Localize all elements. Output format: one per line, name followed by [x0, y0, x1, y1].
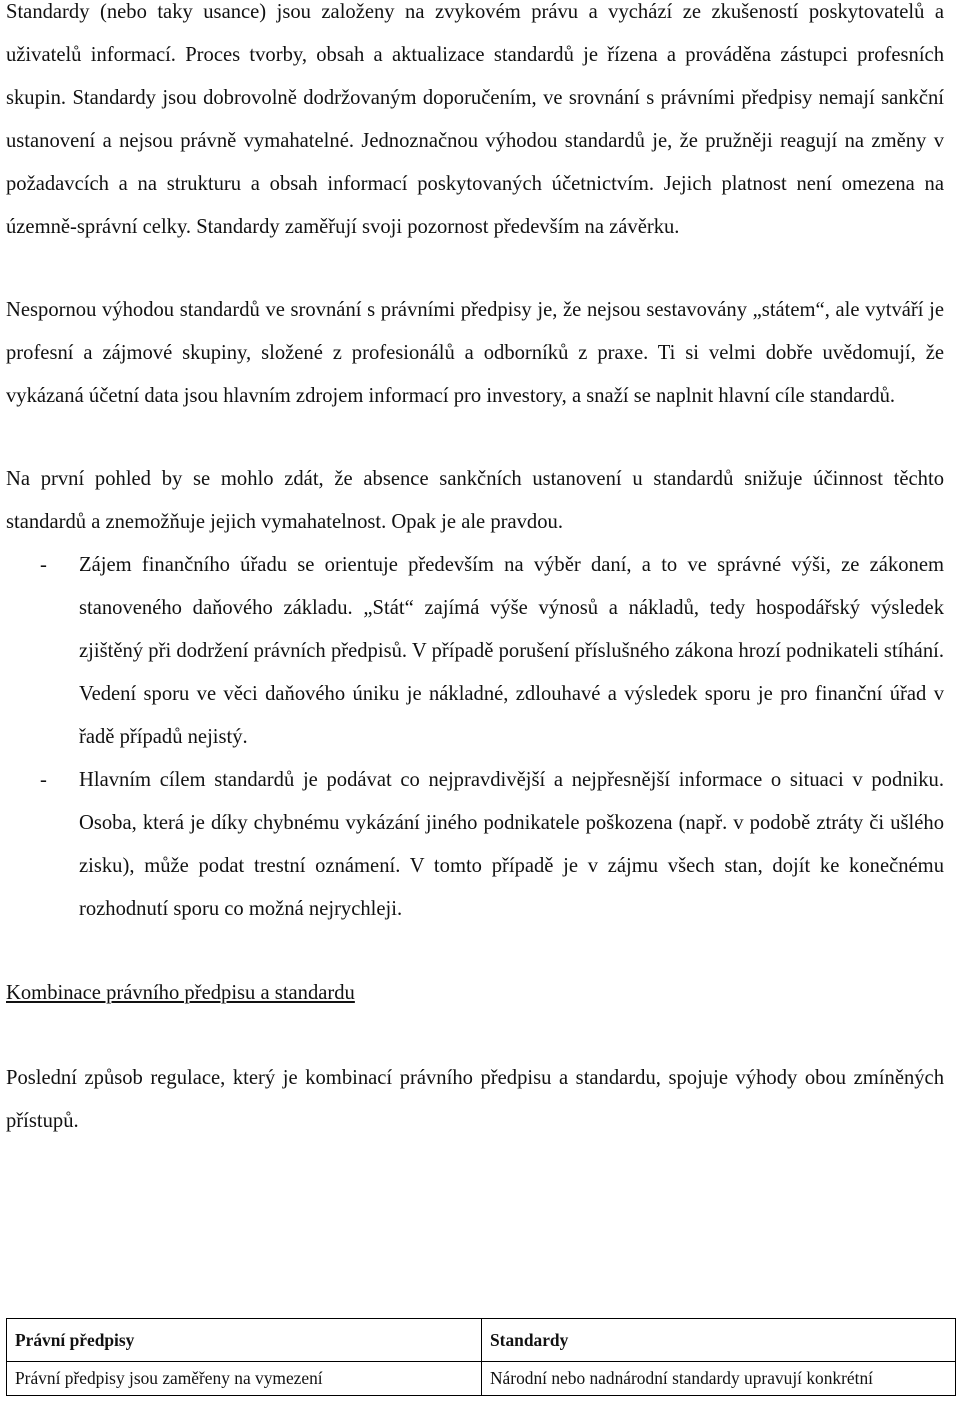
- paragraph-combination: Poslední způsob regulace, který je kombinací právního předpisu a standardu, spojuje výhody obou zmíněných přístupů.: [6, 1067, 944, 1132]
- paragraph-standards-intro: Standardy (nebo taky usance) jsou založeny na zvykovém právu a vychází ze zkušeností poskytovatelů a uživatelů informací. Proces tvorby, obsah a aktualizace standardů je řízena a prováděna zástupci profesních skupin. Standardy jsou dobrovolně dodržovaným doporučením, ve srovnání s právními předpisy nemají sankční ustanovení a nejsou právně vymahatelné. Jednoznačnou výhodou standardů je, že pružněji reagují na změny v požadavcích a na strukturu a obsah informací poskytovaných účetnictvím. Jejich platnost není omezena na územně-správní celky. Standardy zaměřují svoji pozornost především na závěrku.: [6, 1, 944, 238]
- table-row: [7, 1362, 956, 1396]
- section-heading: Kombinace právního předpisu a standardu: [6, 982, 355, 1004]
- table-cell: Národní nebo nadnárodní standardy upravují konkrétní: [482, 1362, 956, 1396]
- table-cell: Právní předpisy jsou zaměřeny na vymezení: [7, 1362, 482, 1396]
- document-page: [6, 0, 944, 1143]
- list-item: [6, 544, 944, 759]
- comparison-table: [6, 1318, 956, 1396]
- list-item: [6, 759, 944, 931]
- paragraph-sanctions: Na první pohled by se mohlo zdát, že absence sankčních ustanovení u standardů snižuje účinnost těchto standardů a znemožňuje jejich vymahatelnost. Opak je ale pravdou.: [6, 468, 944, 533]
- list-item-text: Hlavním cílem standardů je podávat co nejpravdivější a nejpřesnější informace o situaci v podniku. Osoba, která je díky chybnému vykázání jiného podnikatele poškozena (např. v podobě ztráty či ušlého zisku), může podat trestní oznámení. V tomto případě je v zájmu všech stan, dojít ke konečnému rozhodnutí sporu co možná nejrychleji.: [79, 769, 944, 920]
- dash-list: [6, 544, 944, 931]
- list-dash-marker: -: [40, 554, 47, 576]
- list-dash-marker: -: [40, 769, 47, 791]
- table-header-standards: Standardy: [482, 1319, 956, 1362]
- table-header-legal: Právní předpisy: [7, 1319, 482, 1362]
- table-header-row: [7, 1319, 956, 1362]
- paragraph-standards-advantage: Nespornou výhodou standardů ve srovnání s právními předpisy je, že nejsou sestavovány „státem“, ale vytváří je profesní a zájmové skupiny, složené z profesionálů a odborníků z praxe. Ti si velmi dobře uvědomují, že vykázaná účetní data jsou hlavním zdrojem informací pro investory, a snaží se naplnit hlavní cíle standardů.: [6, 299, 944, 407]
- list-item-text: Zájem finančního úřadu se orientuje především na výběr daní, a to ve správné výši, ze zákonem stanoveného daňového základu. „Stát“ zajímá výše výnosů a nákladů, tedy hospodářský výsledek zjištěný při dodržení právních předpisů. V případě porušení příslušného zákona hrozí podnikateli stíhání. Vedení sporu ve věci daňového úniku je nákladné, zdlouhavé a výsledek sporu je pro finanční úřad v řadě případů nejistý.: [79, 554, 944, 748]
